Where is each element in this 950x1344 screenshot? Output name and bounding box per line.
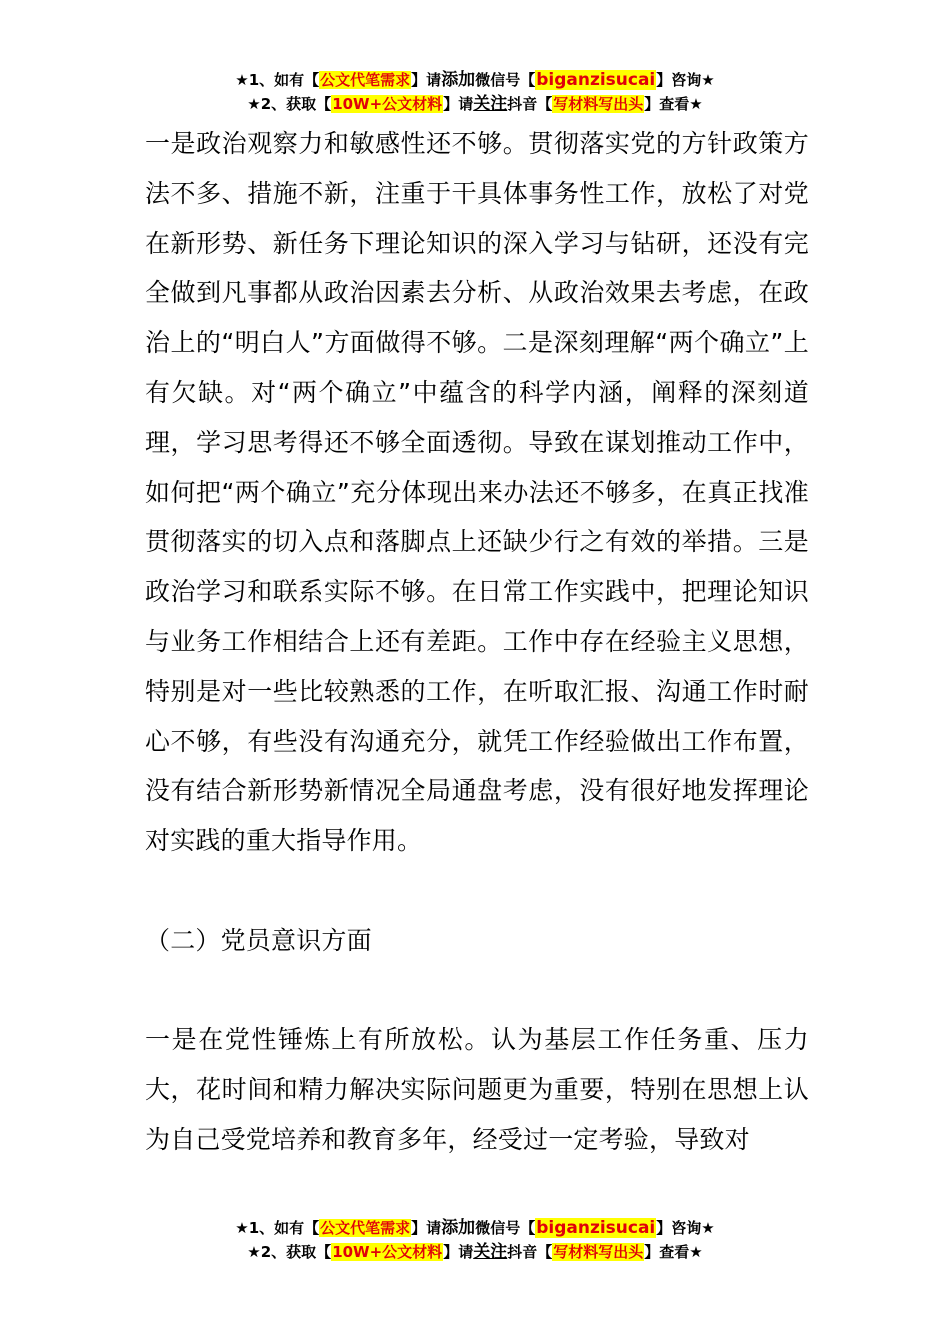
promo-douyin-id: 写材料写出头 xyxy=(553,1243,644,1261)
promo-highlight: 10W+公文材料 xyxy=(332,1243,443,1261)
promo-text: ★2、获取【 xyxy=(247,95,332,113)
promo-line-1 xyxy=(0,68,950,92)
promo-line-1 xyxy=(0,1216,950,1240)
promo-line-2 xyxy=(0,92,950,116)
promo-emphasis: 关注 xyxy=(473,1242,508,1262)
promo-text: 微信号【 xyxy=(475,1219,536,1237)
promo-text: 】咨询★ xyxy=(656,1219,715,1237)
promo-text: 】查看★ xyxy=(644,95,703,113)
promo-text: 】请 xyxy=(411,71,442,89)
top-promo-banner xyxy=(0,68,950,116)
promo-highlight: 10W+公文材料 xyxy=(332,95,443,113)
body-paragraph-2: 一是在党性锤炼上有所放松。认为基层工作任务重、压力大，花时间和精力解决实际问题更为重要，特别在思想上认为自己受党培养和教育多年，经受过一定考验，导致对 xyxy=(145,1025,809,1154)
bottom-promo-banner xyxy=(0,1216,950,1264)
promo-text: 】请 xyxy=(443,1243,474,1261)
promo-line-2 xyxy=(0,1240,950,1264)
promo-text: ★2、获取【 xyxy=(247,1243,332,1261)
promo-text: ★1、如有【 xyxy=(235,1219,320,1237)
promo-emphasis: 关注 xyxy=(473,94,508,114)
promo-text: 】请 xyxy=(411,1219,442,1237)
promo-text: 】查看★ xyxy=(644,1243,703,1261)
promo-text: 】咨询★ xyxy=(656,71,715,89)
promo-emphasis: 添加 xyxy=(441,70,476,90)
promo-emphasis: 添加 xyxy=(441,1218,476,1238)
promo-highlight: 公文代笔需求 xyxy=(320,1219,411,1237)
promo-wechat-id: biganzisucai xyxy=(536,70,656,90)
promo-text: ★1、如有【 xyxy=(235,71,320,89)
section-heading: （二）党员意识方面 xyxy=(145,925,372,955)
promo-wechat-id: biganzisucai xyxy=(536,1218,656,1238)
document-body xyxy=(145,119,809,1165)
promo-text: 】请 xyxy=(443,95,474,113)
promo-text: 微信号【 xyxy=(475,71,536,89)
body-paragraph-1: 一是政治观察力和敏感性还不够。贯彻落实党的方针政策方法不多、措施不新，注重于干具体事务性工作，放松了对党在新形势、新任务下理论知识的深入学习与钻研，还没有完全做到凡事都从政治因素去分析、从政治效果去考虑，在政治上的“明白人”方面做得不够。二是深刻理解“两个确立”上有欠缺。对“两个确立”中蕴含的科学内涵，阐释的深刻道理，学习思考得还不够全面透彻。导致在谋划推动工作中，如何把“两个确立”充分体现出来办法还不够多，在真正找准贯彻落实的切入点和落脚点上还缺少行之有效的举措。三是政治学习和联系实际不够。在日常工作实践中，把理论知识与业务工作相结合上还有差距。工作中存在经验主义思想，特别是对一些比较熟悉的工作，在听取汇报、沟通工作时耐心不够，有些没有沟通充分，就凭工作经验做出工作布置，没有结合新形势新情况全局通盘考虑，没有很好地发挥理论对实践的重大指导作用。 xyxy=(145,129,809,856)
promo-douyin-id: 写材料写出头 xyxy=(553,95,644,113)
promo-text: 抖音【 xyxy=(507,95,553,113)
promo-highlight: 公文代笔需求 xyxy=(320,71,411,89)
promo-text: 抖音【 xyxy=(507,1243,553,1261)
